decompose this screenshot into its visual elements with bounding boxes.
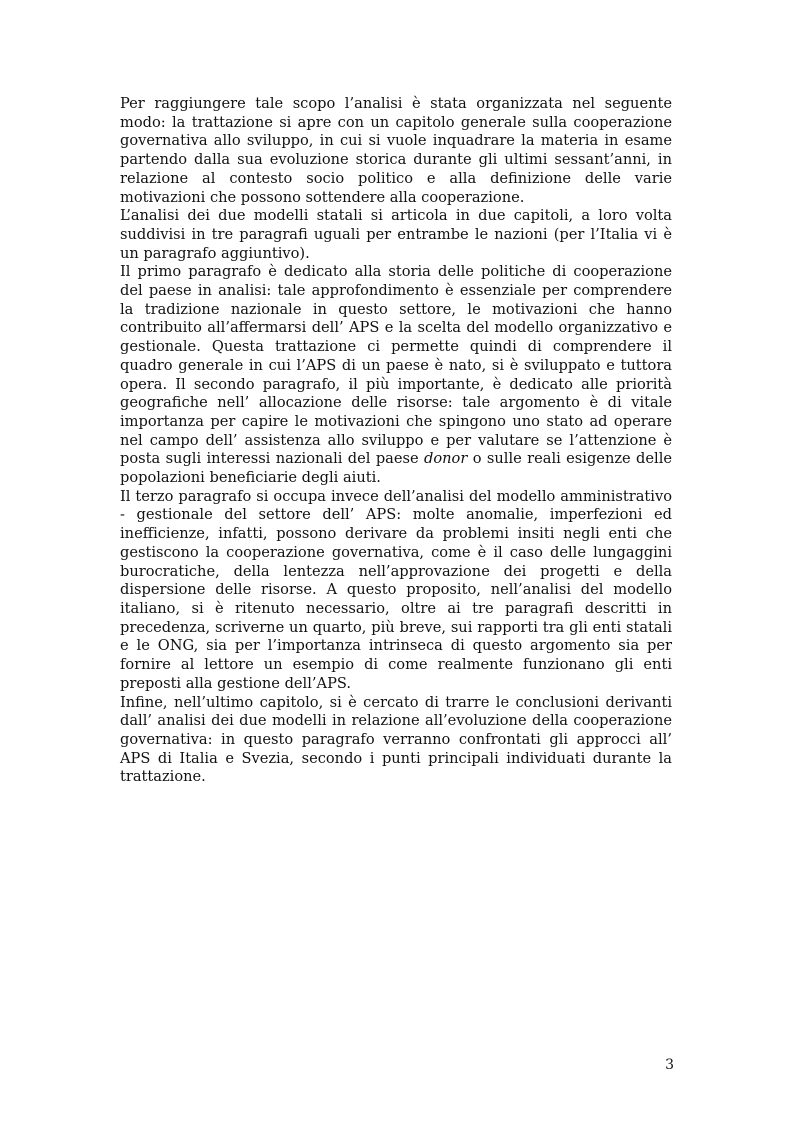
paragraph-3 — [120, 263, 672, 487]
body-text — [120, 95, 672, 787]
paragraph-3-italic-term: donor — [424, 450, 468, 468]
page-number: 3 — [665, 1057, 674, 1073]
paragraph-2: L’analisi dei due modelli statali si articola in due capitoli, a loro volta suddivisi in tre paragrafi uguali per entrambe le nazioni (per l’Italia vi è un paragrafo aggiuntivo). — [120, 207, 672, 262]
paragraph-1: Per raggiungere tale scopo l’analisi è stata organizzata nel seguente modo: la trattazione si apre con un capitolo generale sulla cooperazione governativa allo sviluppo, in cui si vuole inquadrare la materia in esame partendo dalla sua evoluzione storica durante gli ultimi sessant’anni, in relazione al contesto socio politico e alla definizione delle varie motivazioni che possono sottendere alla cooperazione. — [120, 95, 672, 206]
paragraph-3-text-b: o sulle reali esigenze delle popolazioni beneficiarie degli aiuti. — [120, 450, 672, 487]
paragraph-5: Infine, nell’ultimo capitolo, si è cercato di trarre le conclusioni derivanti dall’ analisi dei due modelli in relazione all’evoluzione della cooperazione governativa: in questo paragrafo verranno confrontati gli approcci all’ APS di Italia e Svezia, secondo i punti principali individuati durante la trattazione. — [120, 693, 672, 786]
paragraph-3-text-a: Il primo paragrafo è dedicato alla storia delle politiche di cooperazione del paese in analisi: tale approfondimento è essenziale per comprendere la tradizione nazionale in questo settore, le motivazioni che hanno contribuito all’affermarsi dell’ APS e la scelta del modello organizzativo e gestionale. Questa trattazione ci permette quindi di comprendere il quadro generale in cui l’APS di un paese è nato, si è sviluppato e tuttora opera. Il secondo paragrafo, il più importante, è dedicato alle priorità geografiche nell’ allocazione delle risorse: tale argomento è di vitale importanza per capire le motivazioni che spingono uno stato ad operare nel campo dell’ assistenza allo sviluppo e per valutare se l’attenzione è posta sugli interessi nazionali del paese — [120, 263, 672, 468]
paragraph-4: Il terzo paragrafo si occupa invece dell’analisi del modello amministrativo - gestionale del settore dell’ APS: molte anomalie, imperfezioni ed inefficienze, infatti, possono derivare da problemi insiti negli enti che gestiscono la cooperazione governativa, come è il caso delle lungaggini burocratiche, della lentezza nell’approvazione dei progetti e della dispersione delle risorse. A questo proposito, nell’analisi del modello italiano, si è ritenuto necessario, oltre ai tre paragrafi descritti in precedenza, scriverne un quarto, più breve, sui rapporti tra gli enti statali e le ONG, sia per l’importanza intrinseca di questo argomento sia per fornire al lettore un esempio di come realmente funzionano gli enti preposti alla gestione dell’APS. — [120, 487, 672, 692]
